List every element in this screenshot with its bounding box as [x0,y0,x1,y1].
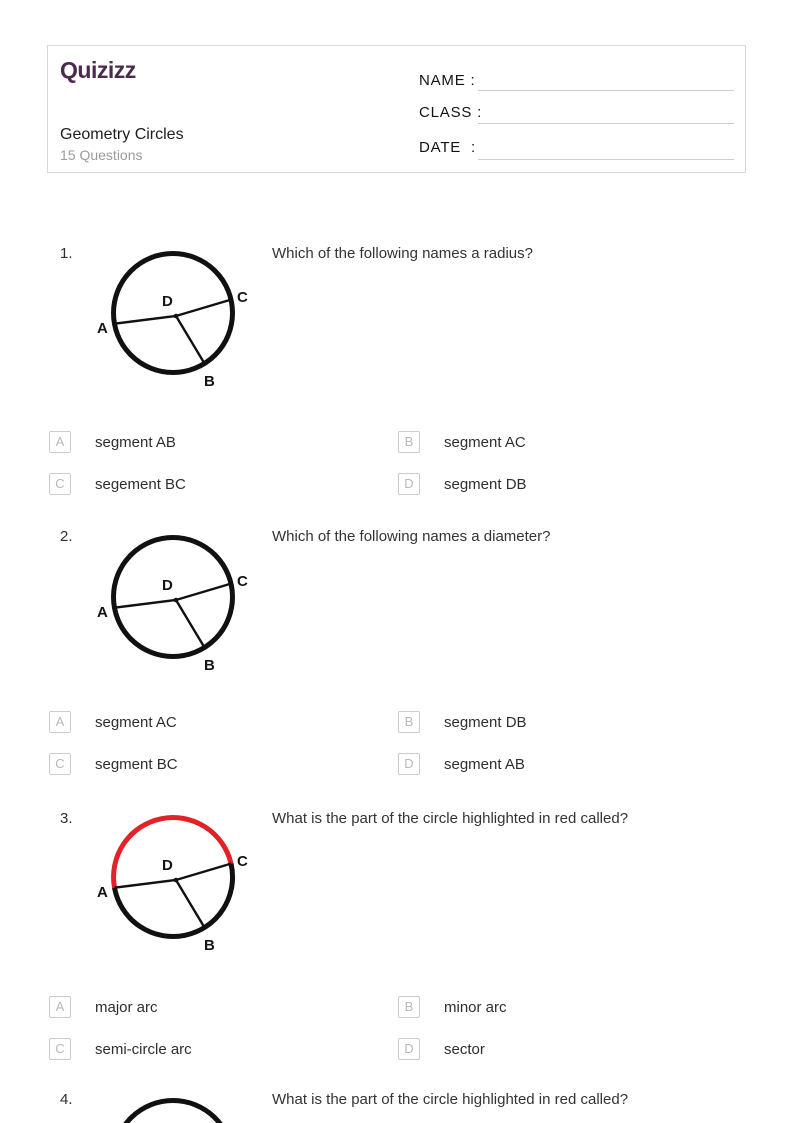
label-B: B [204,937,215,954]
question-count: 15 Questions [60,147,143,163]
label-C: C [237,289,248,306]
option-text: segment AC [444,433,526,451]
option-letter-box: D [398,473,420,495]
option-letter-box: A [49,431,71,453]
q3-option-a [49,996,158,1018]
header-card [47,45,746,173]
q1-option-c [49,473,186,495]
class-field-label: CLASS : [419,104,483,121]
q1-option-d [398,473,527,495]
option-text: segment BC [95,755,178,773]
option-text: minor arc [444,998,507,1016]
option-letter-box: D [398,1038,420,1060]
option-letter-box: A [49,711,71,733]
option-text: major arc [95,998,158,1016]
radius-line-DB [176,600,205,648]
question-2-number: 2. [60,528,73,545]
q2-option-a [49,711,177,733]
quizizz-logo: Quizizz [60,57,136,83]
circle-outline [114,538,233,657]
option-text: segment DB [444,713,527,731]
circle-diagram-q1 [96,240,256,396]
option-letter-box: C [49,753,71,775]
name-field-label: NAME : [419,72,476,89]
circle-diagram-q4-partial [96,1087,256,1123]
circle-diagram-q3-red-arc [96,804,256,960]
label-D: D [162,857,173,874]
option-letter-box: C [49,1038,71,1060]
question-1-number: 1. [60,245,73,262]
option-text: segment AB [95,433,176,451]
option-letter-box: B [398,431,420,453]
q2-option-d [398,753,525,775]
circle-diagram-q2 [96,524,256,680]
option-text: segment AC [95,713,177,731]
worksheet-title: Geometry Circles [60,126,184,143]
option-text: semi-circle arc [95,1040,192,1058]
option-text: segment DB [444,475,527,493]
date-field-label: DATE : [419,139,476,156]
option-letter-box: C [49,473,71,495]
option-text: segement BC [95,475,186,493]
q3-option-c [49,1038,192,1060]
q3-option-d [398,1038,485,1060]
highlighted-arc-red [114,818,231,888]
q2-option-c [49,753,178,775]
q1-option-a [49,431,176,453]
question-2-text: Which of the following names a diameter? [272,528,551,545]
option-text: segment AB [444,755,525,773]
label-C: C [237,853,248,870]
center-point [174,314,179,319]
option-letter-box: A [49,996,71,1018]
question-3-number: 3. [60,810,73,827]
label-A: A [97,320,108,337]
option-letter-box: B [398,711,420,733]
name-field-line [478,90,734,91]
label-C: C [237,573,248,590]
question-4-text: What is the part of the circle highlighted in red called? [272,1091,629,1108]
circle-outline [114,254,233,373]
q1-option-b [398,431,526,453]
q3-option-b [398,996,507,1018]
radius-line-DB [176,316,205,364]
circle-outline [114,1101,233,1123]
question-3-text: What is the part of the circle highlighted in red called? [272,810,629,827]
radius-line-DB [176,880,205,928]
option-letter-box: B [398,996,420,1018]
option-text: sector [444,1040,485,1058]
date-field-line [478,159,734,160]
class-field-line [478,123,734,124]
label-B: B [204,373,215,390]
label-A: A [97,604,108,621]
label-D: D [162,577,173,594]
question-1-text: Which of the following names a radius? [272,245,533,262]
option-letter-box: D [398,753,420,775]
circle-outline-lower [115,864,233,937]
center-point [174,598,179,603]
q2-option-b [398,711,527,733]
label-A: A [97,884,108,901]
label-B: B [204,657,215,674]
question-4-number: 4. [60,1091,73,1108]
label-D: D [162,293,173,310]
center-point [174,878,179,883]
